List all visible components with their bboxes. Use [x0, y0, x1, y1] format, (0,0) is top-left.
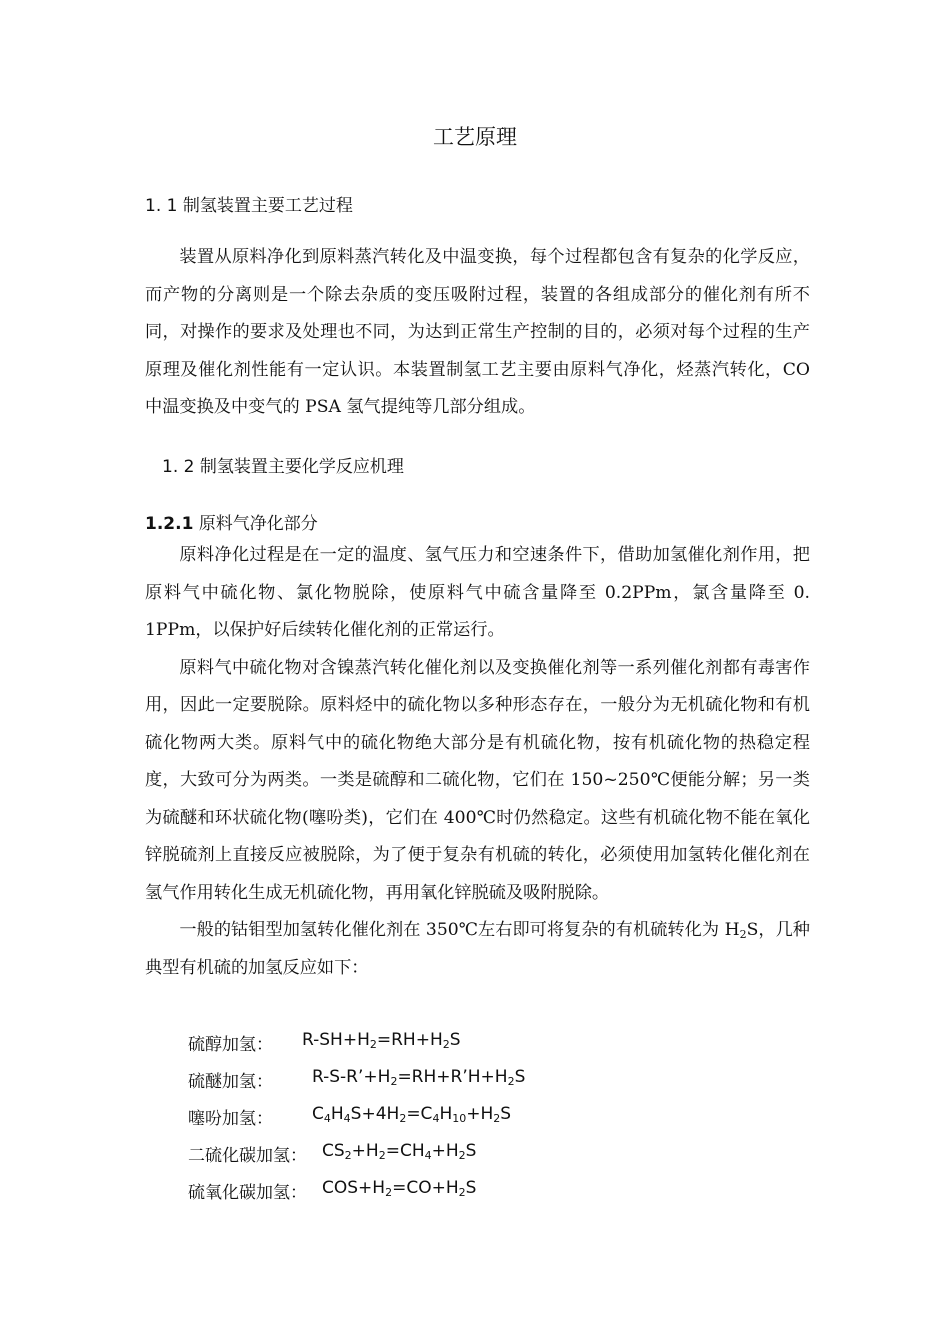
subscript: 10 — [452, 1112, 467, 1125]
chemical-formula — [312, 1067, 525, 1087]
chemical-formula — [322, 1141, 476, 1161]
subscript: 2 — [458, 1186, 466, 1199]
subscript: 2 — [378, 1149, 386, 1162]
formula-text: C — [312, 1104, 324, 1124]
paragraph: 装置从原料净化到原料蒸汽转化及中温变换，每个过程都包含有复杂的化学反应，而产物的分离则是一个除去杂质的变压吸附过程，装置的各组成部分的催化剂有所不同，对操作的要求及处理也不同，为达到正常生产控制的目的，必须对每个过程的生产原理及催化剂性能有一定认识。本装置制氢工艺主要由原料气净化，烃蒸汽转化，CO 中温变换及中变气的 PSA 氢气提纯等几部分组成。 — [145, 247, 810, 417]
chemical-formula — [302, 1030, 461, 1050]
formula-text: =RH+H — [376, 1030, 443, 1050]
subsection-heading-1-2-1 — [145, 509, 318, 534]
equation-line — [188, 1030, 461, 1055]
subsection-title: 原料气净化部分 — [198, 514, 318, 534]
formula-text: CS — [322, 1141, 345, 1161]
subscript: 2 — [493, 1112, 501, 1125]
paragraph: 原料净化过程是在一定的温度、氢气压力和空速条件下，借助加氢催化剂作用，把原料气中硫化物、氯化物脱除，使原料气中硫含量降至 0.2PPm，氯含量降至 0. 1PPm，以保护好后续转化催化剂的正常运行。 — [145, 545, 810, 640]
subscript: 2 — [507, 1075, 515, 1088]
paragraph-text: 一般的钴钼型加氢转化催化剂在 350℃左右即可将复杂的有机硫转化为 H — [179, 920, 740, 940]
subscript: 4 — [432, 1112, 440, 1125]
formula-text: =RH+R’H+H — [397, 1067, 508, 1087]
subscript: 2 — [442, 1038, 450, 1051]
subscript: 2 — [399, 1112, 407, 1125]
chemical-formula — [322, 1178, 476, 1198]
subscript: 2 — [385, 1186, 393, 1199]
subsection-number: 1.2.1 — [145, 514, 194, 534]
section-1-2-1-body — [145, 537, 810, 987]
subscript: 4 — [323, 1112, 331, 1125]
formula-text: +H — [351, 1141, 379, 1161]
subscript: 2 — [739, 928, 747, 941]
formula-text: H — [330, 1104, 344, 1124]
formula-text: R-SH+H — [302, 1030, 370, 1050]
section-heading-1-1: 1. 1 制氢装置主要工艺过程 — [145, 196, 353, 216]
subscript: 2 — [369, 1038, 377, 1051]
equation-label: 二硫化碳加氢： — [188, 1146, 307, 1166]
formula-text: S+4H — [350, 1104, 400, 1124]
section-heading-1-2: 1. 2 制氢装置主要化学反应机理 — [162, 457, 404, 477]
formula-text: +H — [431, 1141, 459, 1161]
equation-label: 硫醇加氢： — [188, 1035, 273, 1055]
formula-text: S — [465, 1178, 477, 1198]
equation-line — [188, 1141, 477, 1166]
formula-text: S — [514, 1067, 526, 1087]
formula-text: +H — [466, 1104, 494, 1124]
chemical-formula — [312, 1104, 511, 1124]
equation-label: 噻吩加氢： — [188, 1109, 273, 1129]
equation-label: 硫醚加氢： — [188, 1072, 273, 1092]
paragraph — [145, 912, 810, 987]
equation-line — [188, 1104, 512, 1129]
subscript: 2 — [458, 1149, 466, 1162]
formula-text: S — [500, 1104, 512, 1124]
equation-label: 硫氧化碳加氢： — [188, 1183, 307, 1203]
subscript: 2 — [390, 1075, 398, 1088]
formula-text: =CH — [385, 1141, 425, 1161]
subscript: 4 — [424, 1149, 432, 1162]
formula-text: COS+H — [322, 1178, 386, 1198]
subscript: 2 — [344, 1149, 352, 1162]
paragraph-text: S，几种典型有机硫的加氢反应如下： — [145, 920, 810, 978]
formula-text: S — [449, 1030, 461, 1050]
formula-text: H — [439, 1104, 453, 1124]
page-title: 工艺原理 — [433, 125, 517, 149]
equation-line — [188, 1178, 477, 1203]
formula-text: =CO+H — [392, 1178, 459, 1198]
equation-line — [188, 1067, 526, 1092]
formula-text: R-S-R’+H — [312, 1067, 391, 1087]
formula-text: =C — [406, 1104, 433, 1124]
formula-text: S — [465, 1141, 477, 1161]
paragraph: 原料气中硫化物对含镍蒸汽转化催化剂以及变换催化剂等一系列催化剂都有毒害作用，因此一定要脱除。原料烃中的硫化物以多种形态存在，一般分为无机硫化物和有机硫化物两大类。原料气中的硫化物绝大部分是有机硫化物，按有机硫化物的热稳定程度，大致可分为两类。一类是硫醇和二硫化物，它们在 150~250℃便能分解；另一类为硫醚和环状硫化物(噻吩类)，它们在 400℃时仍然稳定。这些有机硫化物不能在氧化锌脱硫剂上直接反应被脱除，为了便于复杂有机硫的转化，必须使用加氢转化催化剂在氢气作用转化生成无机硫化物，再用氧化锌脱硫及吸附脱除。 — [145, 657, 810, 903]
subscript: 4 — [343, 1112, 351, 1125]
section-1-1-body — [145, 239, 810, 427]
